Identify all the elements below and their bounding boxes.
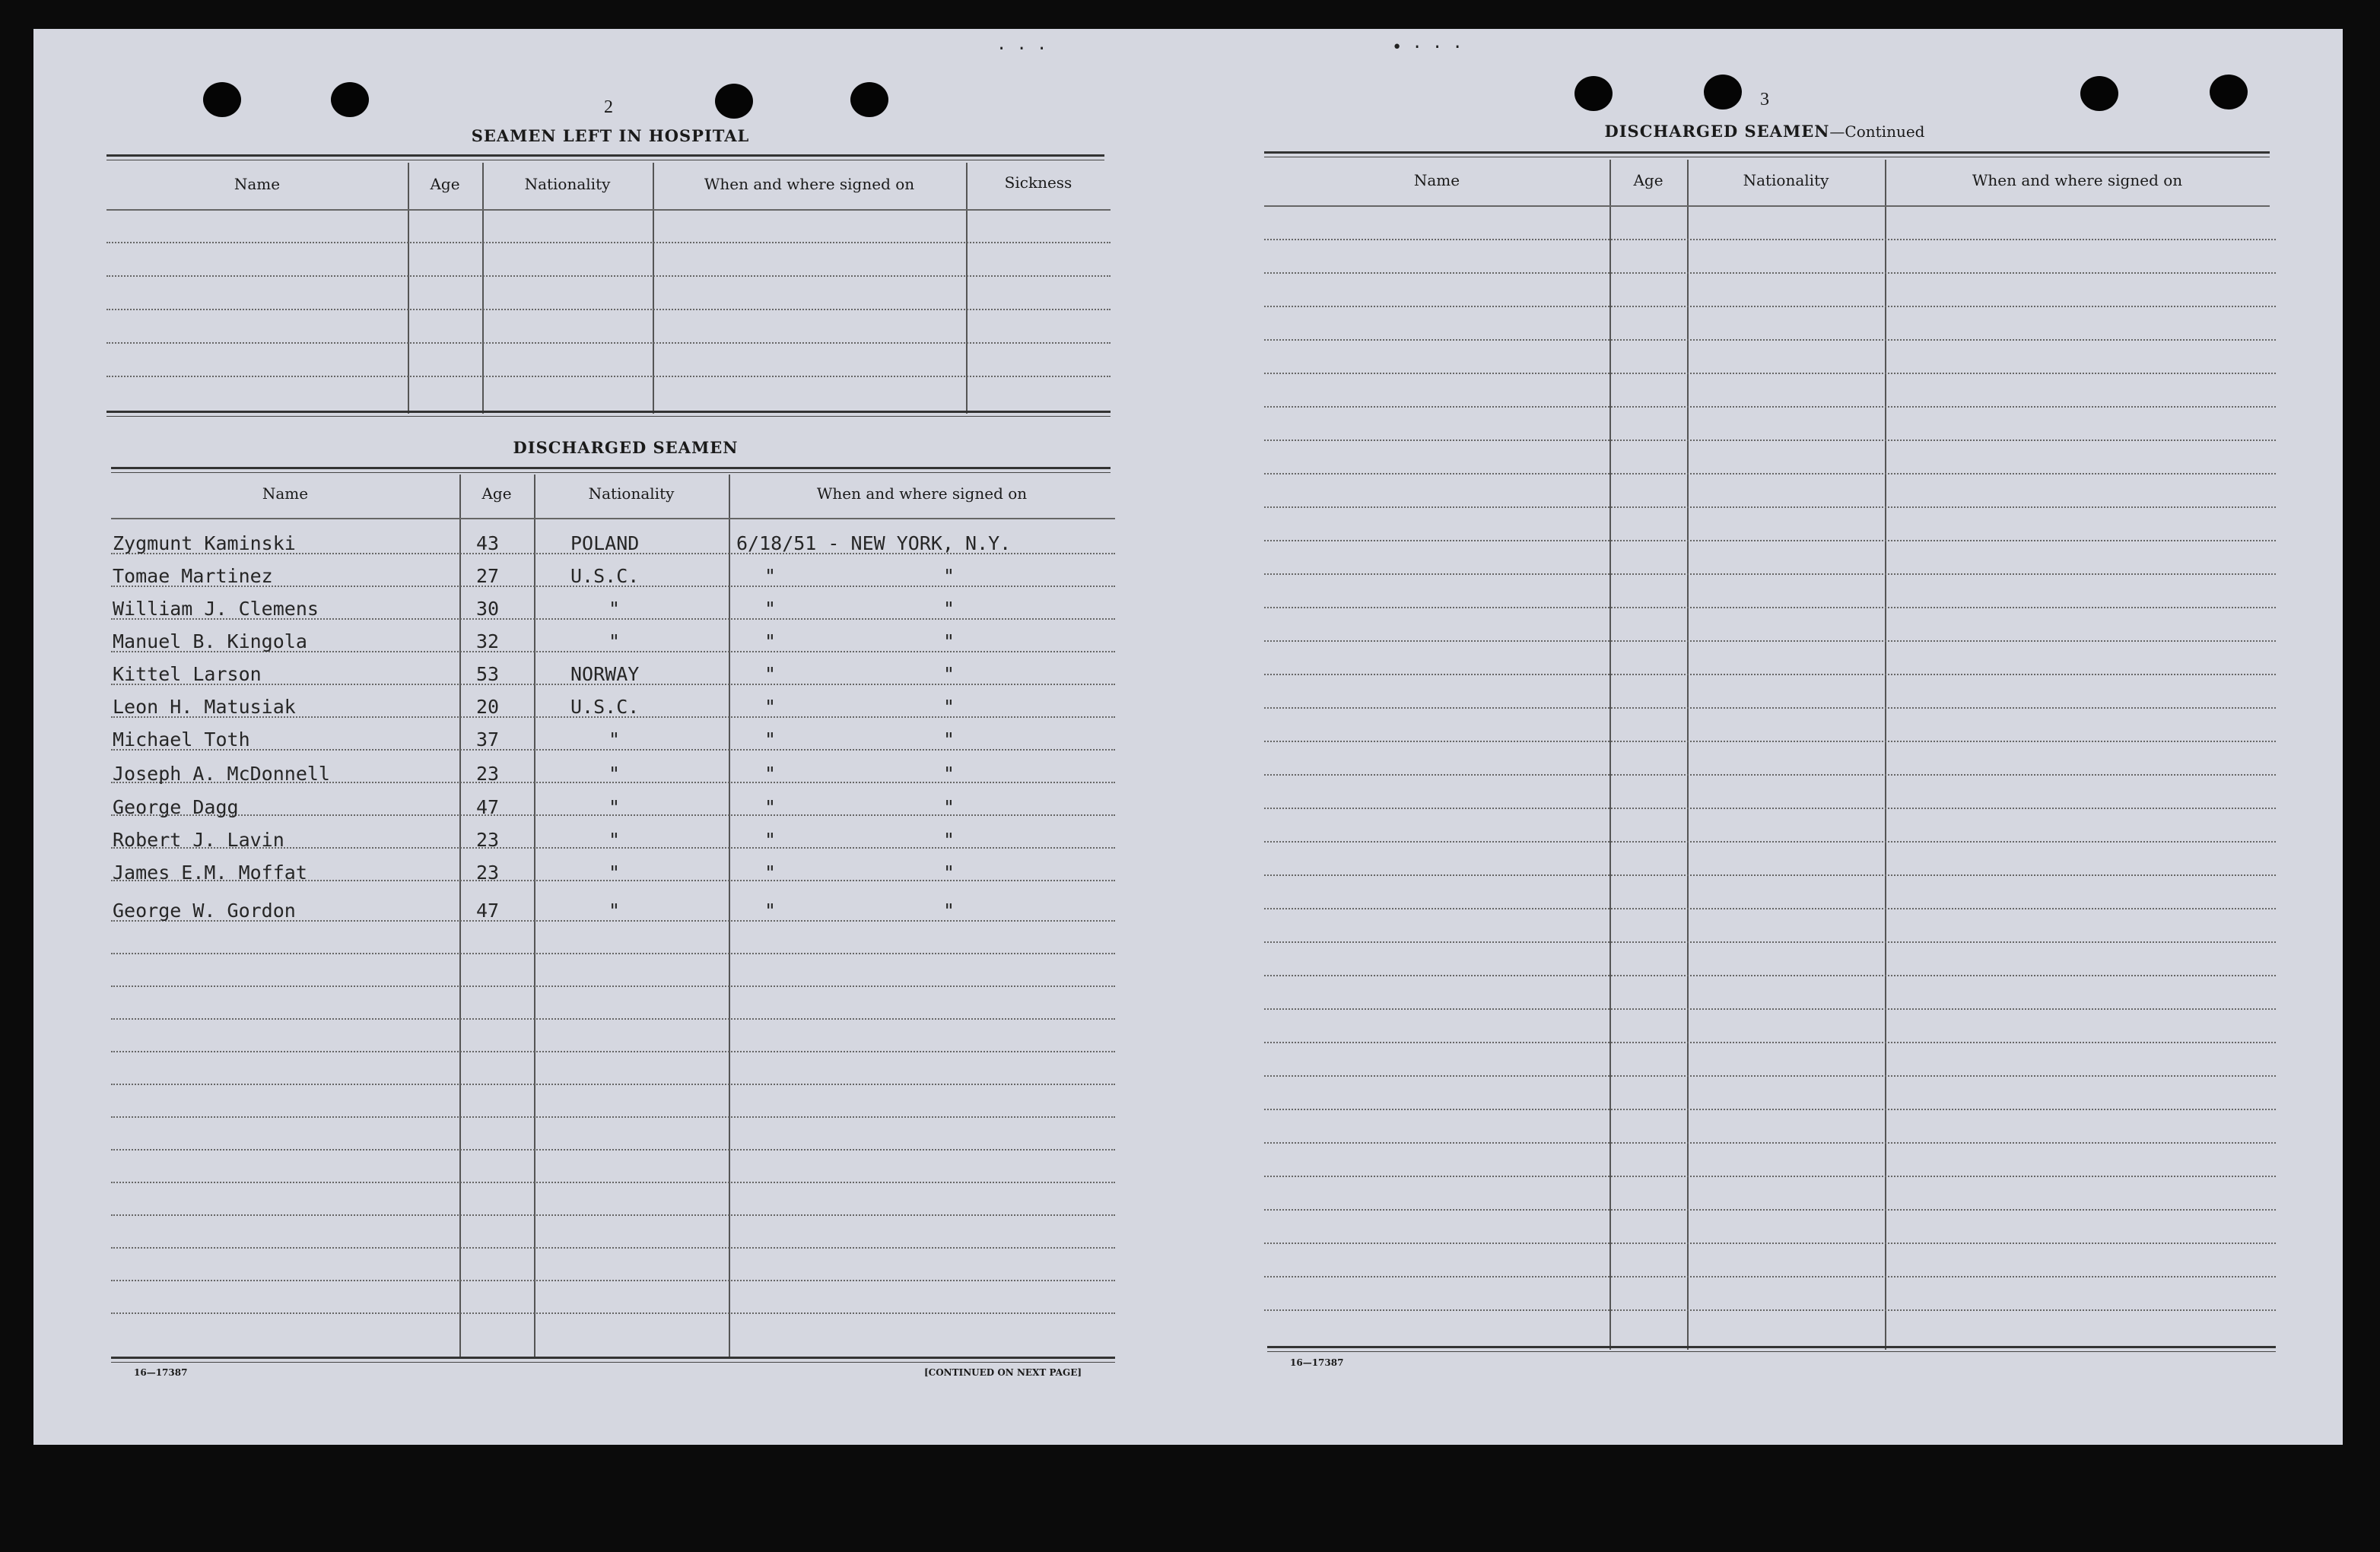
right-col-nationality: Nationality — [1743, 171, 1829, 189]
left-page-number: 2 — [604, 97, 613, 117]
discharged-section-title: DISCHARGED SEAMEN — [513, 438, 739, 457]
seaman-name: George W. Gordon — [113, 900, 296, 922]
seaman-name: Manuel B. Kingola — [113, 630, 307, 652]
seaman-age: 30 — [476, 598, 500, 620]
seaman-name: Michael Toth — [113, 728, 250, 751]
seaman-age: 47 — [476, 900, 500, 922]
seaman-nationality: " — [609, 796, 621, 818]
seaman-signed-date: " — [764, 796, 777, 818]
seaman-nationality: " — [609, 900, 621, 922]
hospital-col-name: Name — [234, 175, 281, 193]
seaman-signed-date: " — [764, 900, 777, 922]
seaman-age: 23 — [476, 763, 500, 785]
seaman-name: Robert J. Lavin — [113, 829, 284, 851]
seaman-signed-place: " — [943, 763, 955, 785]
seaman-age: 32 — [476, 630, 500, 652]
punch-hole — [331, 82, 369, 117]
seaman-age: 43 — [476, 532, 500, 554]
right-title-main: DISCHARGED SEAMEN — [1604, 122, 1830, 141]
seaman-age: 27 — [476, 565, 500, 587]
seaman-signed-date: " — [764, 763, 777, 785]
seaman-nationality: U.S.C. — [570, 565, 640, 587]
seaman-nationality: POLAND — [570, 532, 640, 554]
seaman-nationality: U.S.C. — [570, 696, 640, 718]
right-title-suffix: —Continued — [1829, 122, 1925, 141]
continued-note: [CONTINUED ON NEXT PAGE] — [924, 1367, 1082, 1378]
right-col-signed-on: When and where signed on — [1972, 171, 2183, 189]
seaman-signed-place: " — [943, 598, 955, 620]
seaman-signed-date: " — [764, 630, 777, 652]
seaman-nationality: " — [609, 829, 621, 851]
hospital-col-age: Age — [430, 175, 460, 193]
seaman-name: Joseph A. McDonnell — [113, 763, 330, 785]
ink-smudge: · · · — [996, 40, 1047, 59]
seaman-signed-place: " — [943, 728, 955, 751]
seaman-name: Tomae Martinez — [113, 565, 273, 587]
seaman-signed-date: " — [764, 696, 777, 718]
seaman-signed-place: " — [943, 663, 955, 685]
hospital-col-sickness: Sickness — [1004, 173, 1072, 192]
punch-hole — [2080, 76, 2118, 111]
right-col-age: Age — [1633, 171, 1663, 189]
seaman-signed-place: " — [943, 696, 955, 718]
punch-hole — [1704, 75, 1742, 109]
seaman-signed-place: " — [943, 829, 955, 851]
seaman-signed-date: " — [764, 598, 777, 620]
seaman-signed-date: 6/18/51 - NEW YORK, N.Y. — [736, 532, 1012, 554]
discharged-col-age: Age — [481, 484, 512, 503]
seaman-signed-place: " — [943, 862, 955, 884]
seaman-age: 47 — [476, 796, 500, 818]
punch-hole — [203, 82, 241, 117]
seaman-name: William J. Clemens — [113, 598, 319, 620]
discharged-col-nationality: Nationality — [588, 484, 675, 503]
seaman-nationality: " — [609, 598, 621, 620]
seaman-signed-date: " — [764, 728, 777, 751]
seaman-signed-place: " — [943, 796, 955, 818]
seaman-name: Leon H. Matusiak — [113, 696, 296, 718]
discharged-col-name: Name — [262, 484, 309, 503]
seaman-signed-date: " — [764, 862, 777, 884]
seaman-signed-date: " — [764, 829, 777, 851]
seaman-age: 20 — [476, 696, 500, 718]
right-section-title — [1552, 122, 1978, 141]
seaman-nationality: " — [609, 763, 621, 785]
seaman-nationality: NORWAY — [570, 663, 640, 685]
seaman-signed-place: " — [943, 900, 955, 922]
hospital-col-signed-on: When and where signed on — [704, 175, 915, 193]
seaman-name: Kittel Larson — [113, 663, 262, 685]
seaman-name: Zygmunt Kaminski — [113, 532, 296, 554]
punch-hole — [1574, 76, 1613, 111]
seaman-name: George Dagg — [113, 796, 239, 818]
seaman-age: 53 — [476, 663, 500, 685]
seaman-age: 23 — [476, 862, 500, 884]
seaman-signed-place: " — [943, 630, 955, 652]
left-form-number: 16—17387 — [134, 1367, 188, 1378]
right-form-number: 16—17387 — [1290, 1357, 1344, 1368]
seaman-age: 37 — [476, 728, 500, 751]
seaman-nationality: " — [609, 630, 621, 652]
seaman-nationality: " — [609, 728, 621, 751]
punch-hole — [715, 84, 753, 119]
seaman-signed-date: " — [764, 565, 777, 587]
right-page-number: 3 — [1760, 90, 1769, 109]
punch-hole — [850, 82, 888, 117]
hospital-section-title: SEAMEN LEFT IN HOSPITAL — [471, 126, 750, 145]
right-col-name: Name — [1413, 171, 1460, 189]
ink-smudge: • · · · — [1392, 38, 1463, 57]
punch-hole — [2210, 75, 2248, 109]
seaman-name: James E.M. Moffat — [113, 862, 307, 884]
seaman-signed-date: " — [764, 663, 777, 685]
seaman-nationality: " — [609, 862, 621, 884]
seaman-signed-place: " — [943, 565, 955, 587]
seaman-age: 23 — [476, 829, 500, 851]
discharged-col-signed-on: When and where signed on — [816, 484, 1028, 503]
hospital-col-nationality: Nationality — [524, 175, 611, 193]
